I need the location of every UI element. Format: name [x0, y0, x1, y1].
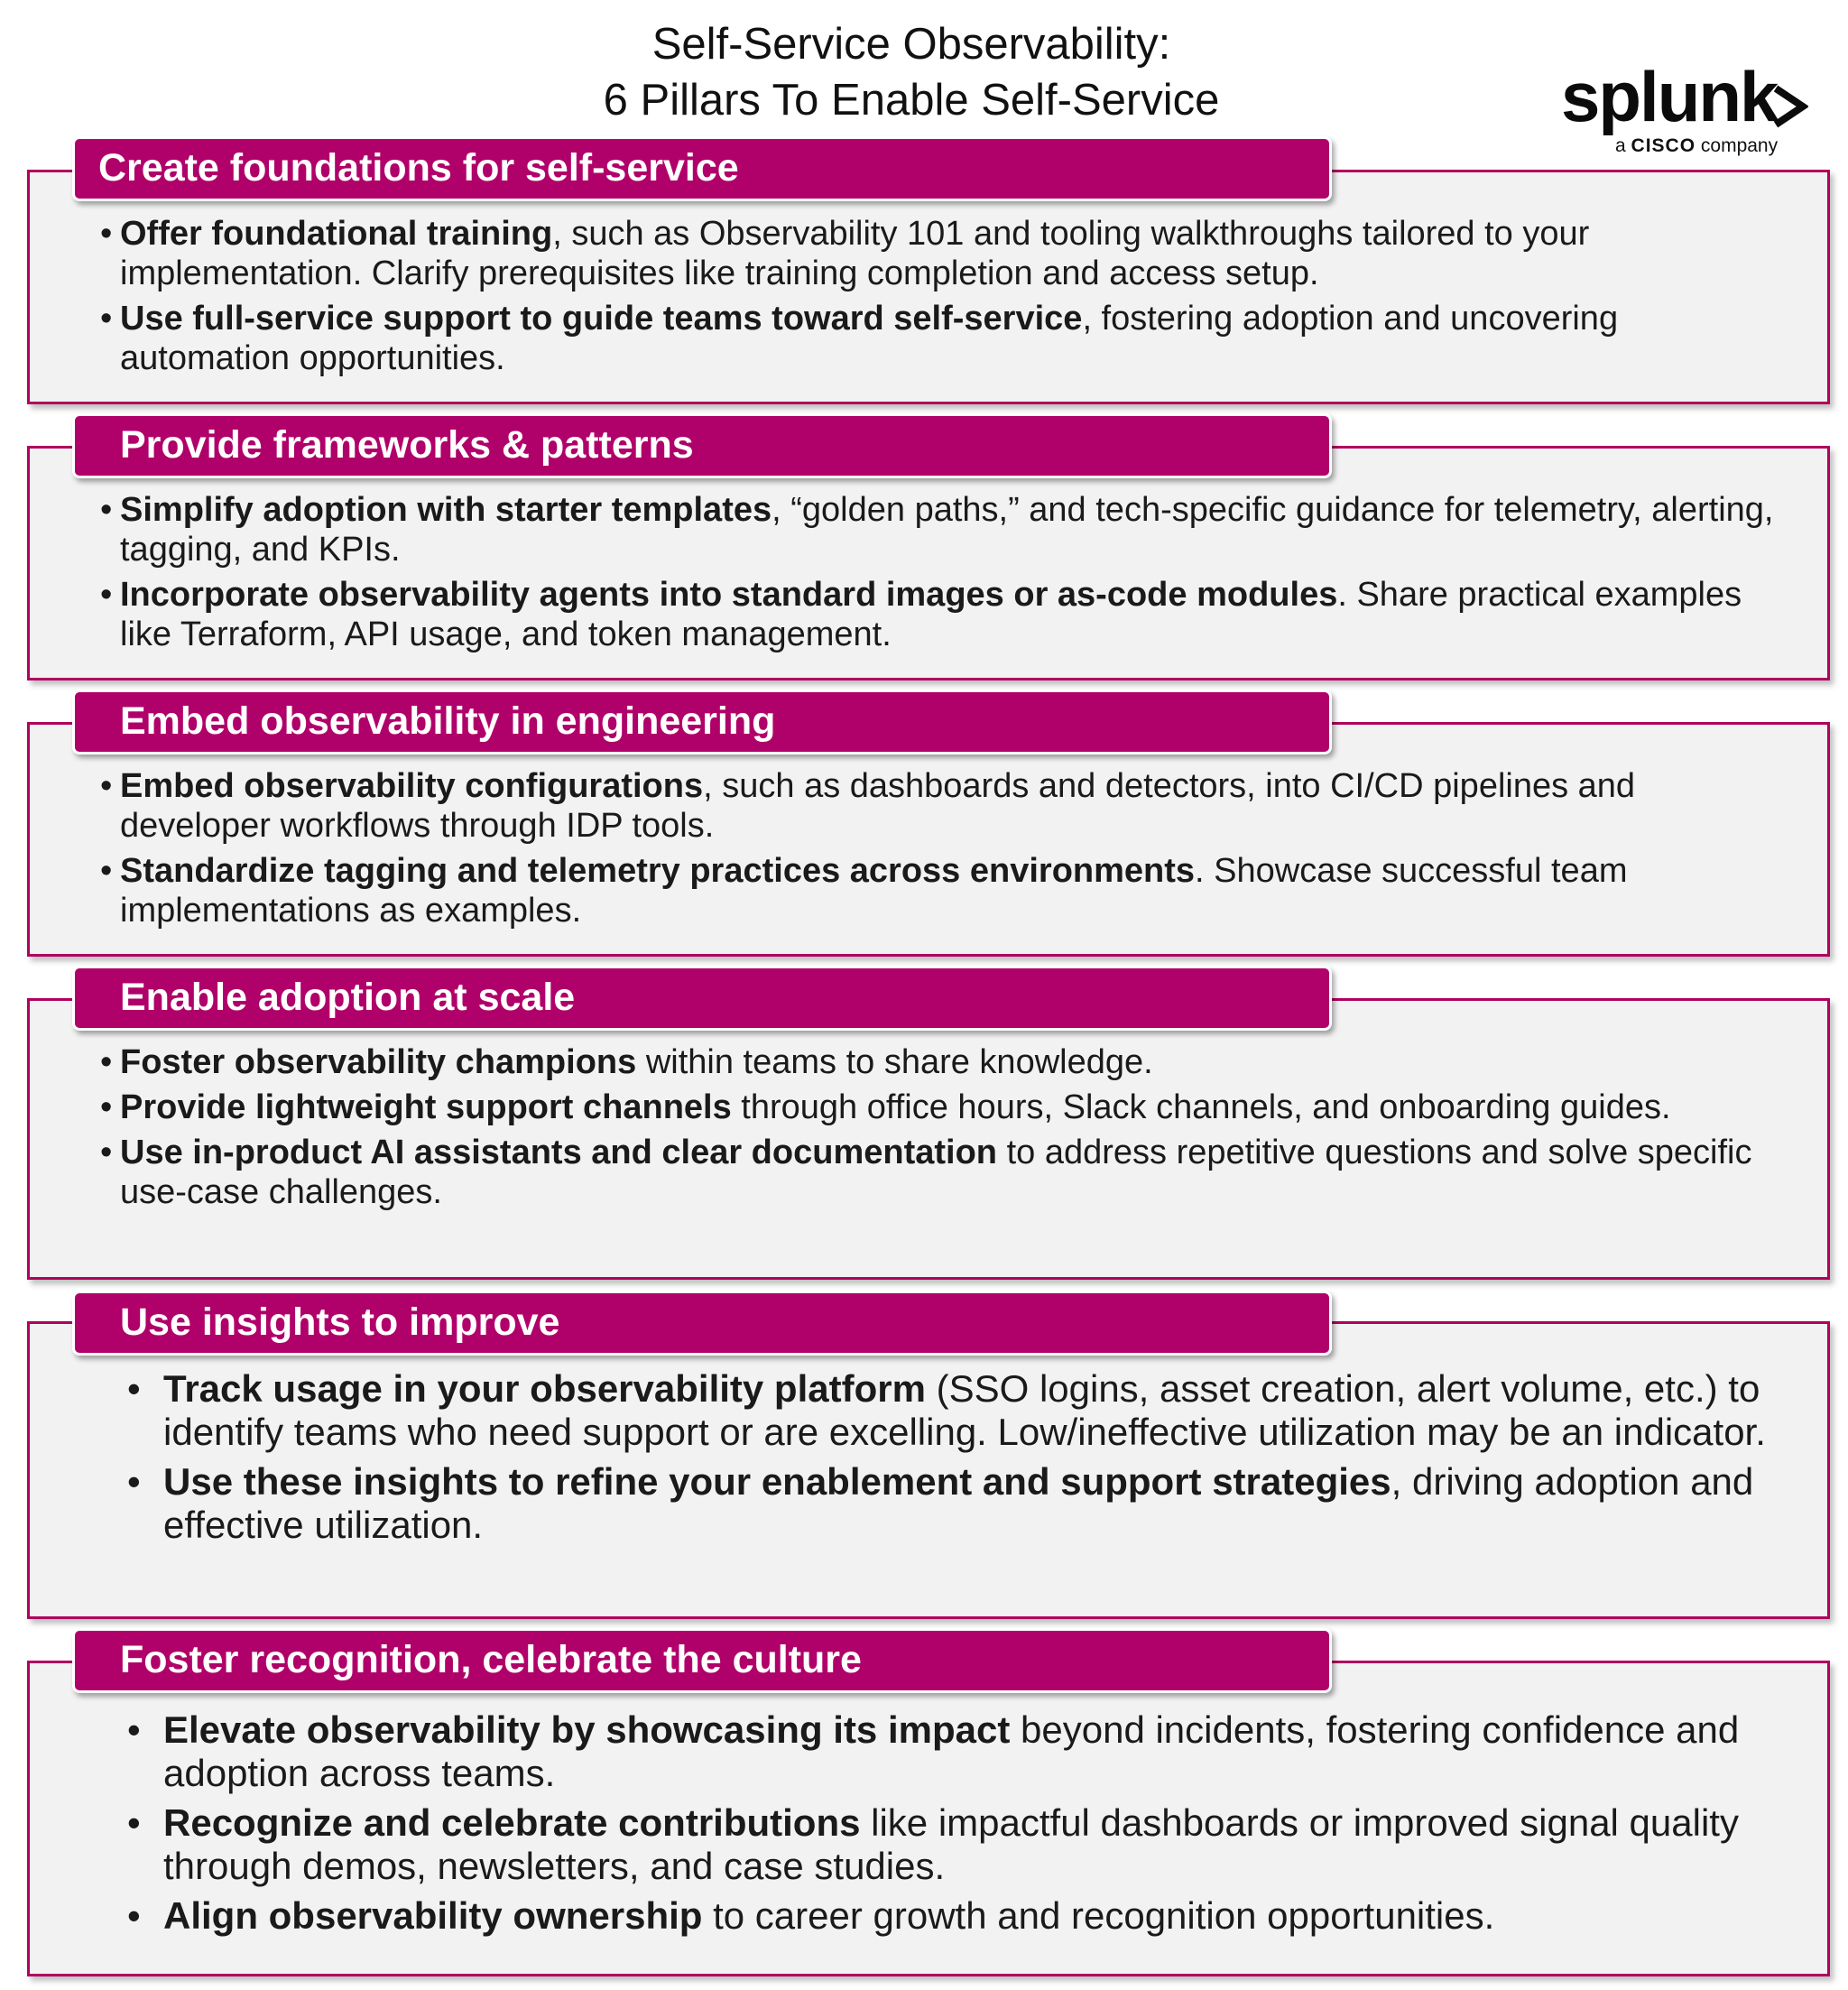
item-text: through office hours, Slack channels, and onboarding guides.: [731, 1088, 1671, 1126]
item-bold: Use these insights to refine your enablement and support strategies: [163, 1460, 1391, 1503]
list-item: [127, 1460, 1791, 1547]
list-item: [100, 490, 1791, 569]
pillar-heading-6: Foster recognition, celebrate the culture: [72, 1628, 1332, 1693]
bullet-list: [100, 766, 1791, 936]
list-item: [100, 575, 1791, 654]
list-item: [127, 1367, 1791, 1454]
item-text: beyond incidents, fostering confidence and adoption across teams.: [163, 1708, 1740, 1794]
pillar-section-6: [27, 1661, 1830, 1976]
item-bold: Use in-product AI assistants and clear documentation: [120, 1134, 998, 1171]
pillar-section-5: [27, 1321, 1830, 1619]
logo-wordmark: splunk: [1561, 57, 1778, 136]
bullet-list: [127, 1367, 1791, 1553]
item-text: , fostering adoption and uncovering automation opportunities.: [120, 300, 1619, 377]
pillar-section-4: [27, 998, 1830, 1280]
item-bold: Track usage in your observability platform: [163, 1367, 926, 1410]
item-bold: Recognize and celebrate contributions: [163, 1801, 861, 1844]
list-item: [100, 766, 1791, 846]
splunk-logo: [1561, 57, 1823, 162]
item-text: to career growth and recognition opportunities.: [702, 1894, 1495, 1937]
item-bold: Provide lightweight support channels: [120, 1088, 732, 1126]
item-bold: Use full-service support to guide teams toward self-service: [120, 300, 1083, 338]
list-item: [100, 851, 1791, 930]
item-text: . Showcase successful team implementations as examples.: [120, 852, 1628, 930]
logo-sub-prefix: a: [1615, 135, 1626, 156]
item-bold: Embed observability configurations: [120, 767, 704, 805]
pillar-heading-1: Create foundations for self-service: [72, 136, 1332, 201]
item-bold: Simplify adoption with starter templates: [120, 491, 772, 529]
item-bold: Incorporate observability agents into standard images or as-code modules: [120, 576, 1338, 614]
item-text: within teams to share knowledge.: [636, 1043, 1153, 1081]
title-line-1: Self-Service Observability:: [651, 20, 1171, 69]
logo-subtitle: [1615, 135, 1778, 157]
list-item: [127, 1894, 1791, 1938]
item-bold: Elevate observability by showcasing its impact: [163, 1708, 1011, 1751]
list-item: [127, 1708, 1791, 1795]
chevron-right-icon: [1770, 85, 1808, 128]
bullet-list: [100, 214, 1791, 384]
page-title: [505, 16, 1317, 128]
bullet-list: [100, 1042, 1791, 1217]
item-bold: Standardize tagging and telemetry practices across environments: [120, 852, 1196, 890]
item-text: , “golden paths,” and tech-specific guidance for telemetry, alerting, tagging, and KPIs.: [120, 491, 1774, 569]
pillar-heading-3: Embed observability in engineering: [72, 690, 1332, 754]
item-text: , such as dashboards and detectors, into CI/CD pipelines and developer workflows through IDP tools.: [120, 767, 1636, 845]
pillar-section-2: [27, 446, 1830, 680]
pillar-section-1: [27, 170, 1830, 404]
item-bold: Offer foundational training: [120, 215, 553, 253]
item-bold: Foster observability champions: [120, 1043, 637, 1081]
bullet-list: [100, 490, 1791, 660]
list-item: [100, 299, 1791, 378]
item-text: (SSO logins, asset creation, alert volume, etc.) to identify teams who need support or are excelling. Low/ineffective utilization may be an indicator.: [163, 1367, 1766, 1453]
list-item: [127, 1801, 1791, 1888]
list-item: [100, 1042, 1791, 1082]
item-text: , driving adoption and effective utilization.: [163, 1460, 1754, 1546]
logo-sub-suffix: company: [1700, 135, 1779, 156]
item-text: . Share practical examples like Terraform, API usage, and token management.: [120, 576, 1742, 653]
list-item: [100, 214, 1791, 293]
item-bold: Align observability ownership: [163, 1894, 703, 1937]
bullet-list: [127, 1708, 1791, 1944]
pillar-heading-4: Enable adoption at scale: [72, 966, 1332, 1031]
item-text: , such as Observability 101 and tooling walkthroughs tailored to your implementation. Clarify prerequisites like training completion and access setup.: [120, 215, 1590, 292]
pillar-heading-5: Use insights to improve: [72, 1291, 1332, 1356]
pillar-section-3: [27, 722, 1830, 957]
pillar-heading-2: Provide frameworks & patterns: [72, 413, 1332, 478]
logo-sub-brand: CISCO: [1631, 135, 1696, 156]
title-line-2: 6 Pillars To Enable Self-Service: [603, 76, 1220, 125]
list-item: [100, 1133, 1791, 1212]
list-item: [100, 1088, 1791, 1127]
item-text: to address repetitive questions and solve specific use-case challenges.: [120, 1134, 1752, 1211]
item-text: like impactful dashboards or improved signal quality through demos, newsletters, and case studies.: [163, 1801, 1739, 1887]
